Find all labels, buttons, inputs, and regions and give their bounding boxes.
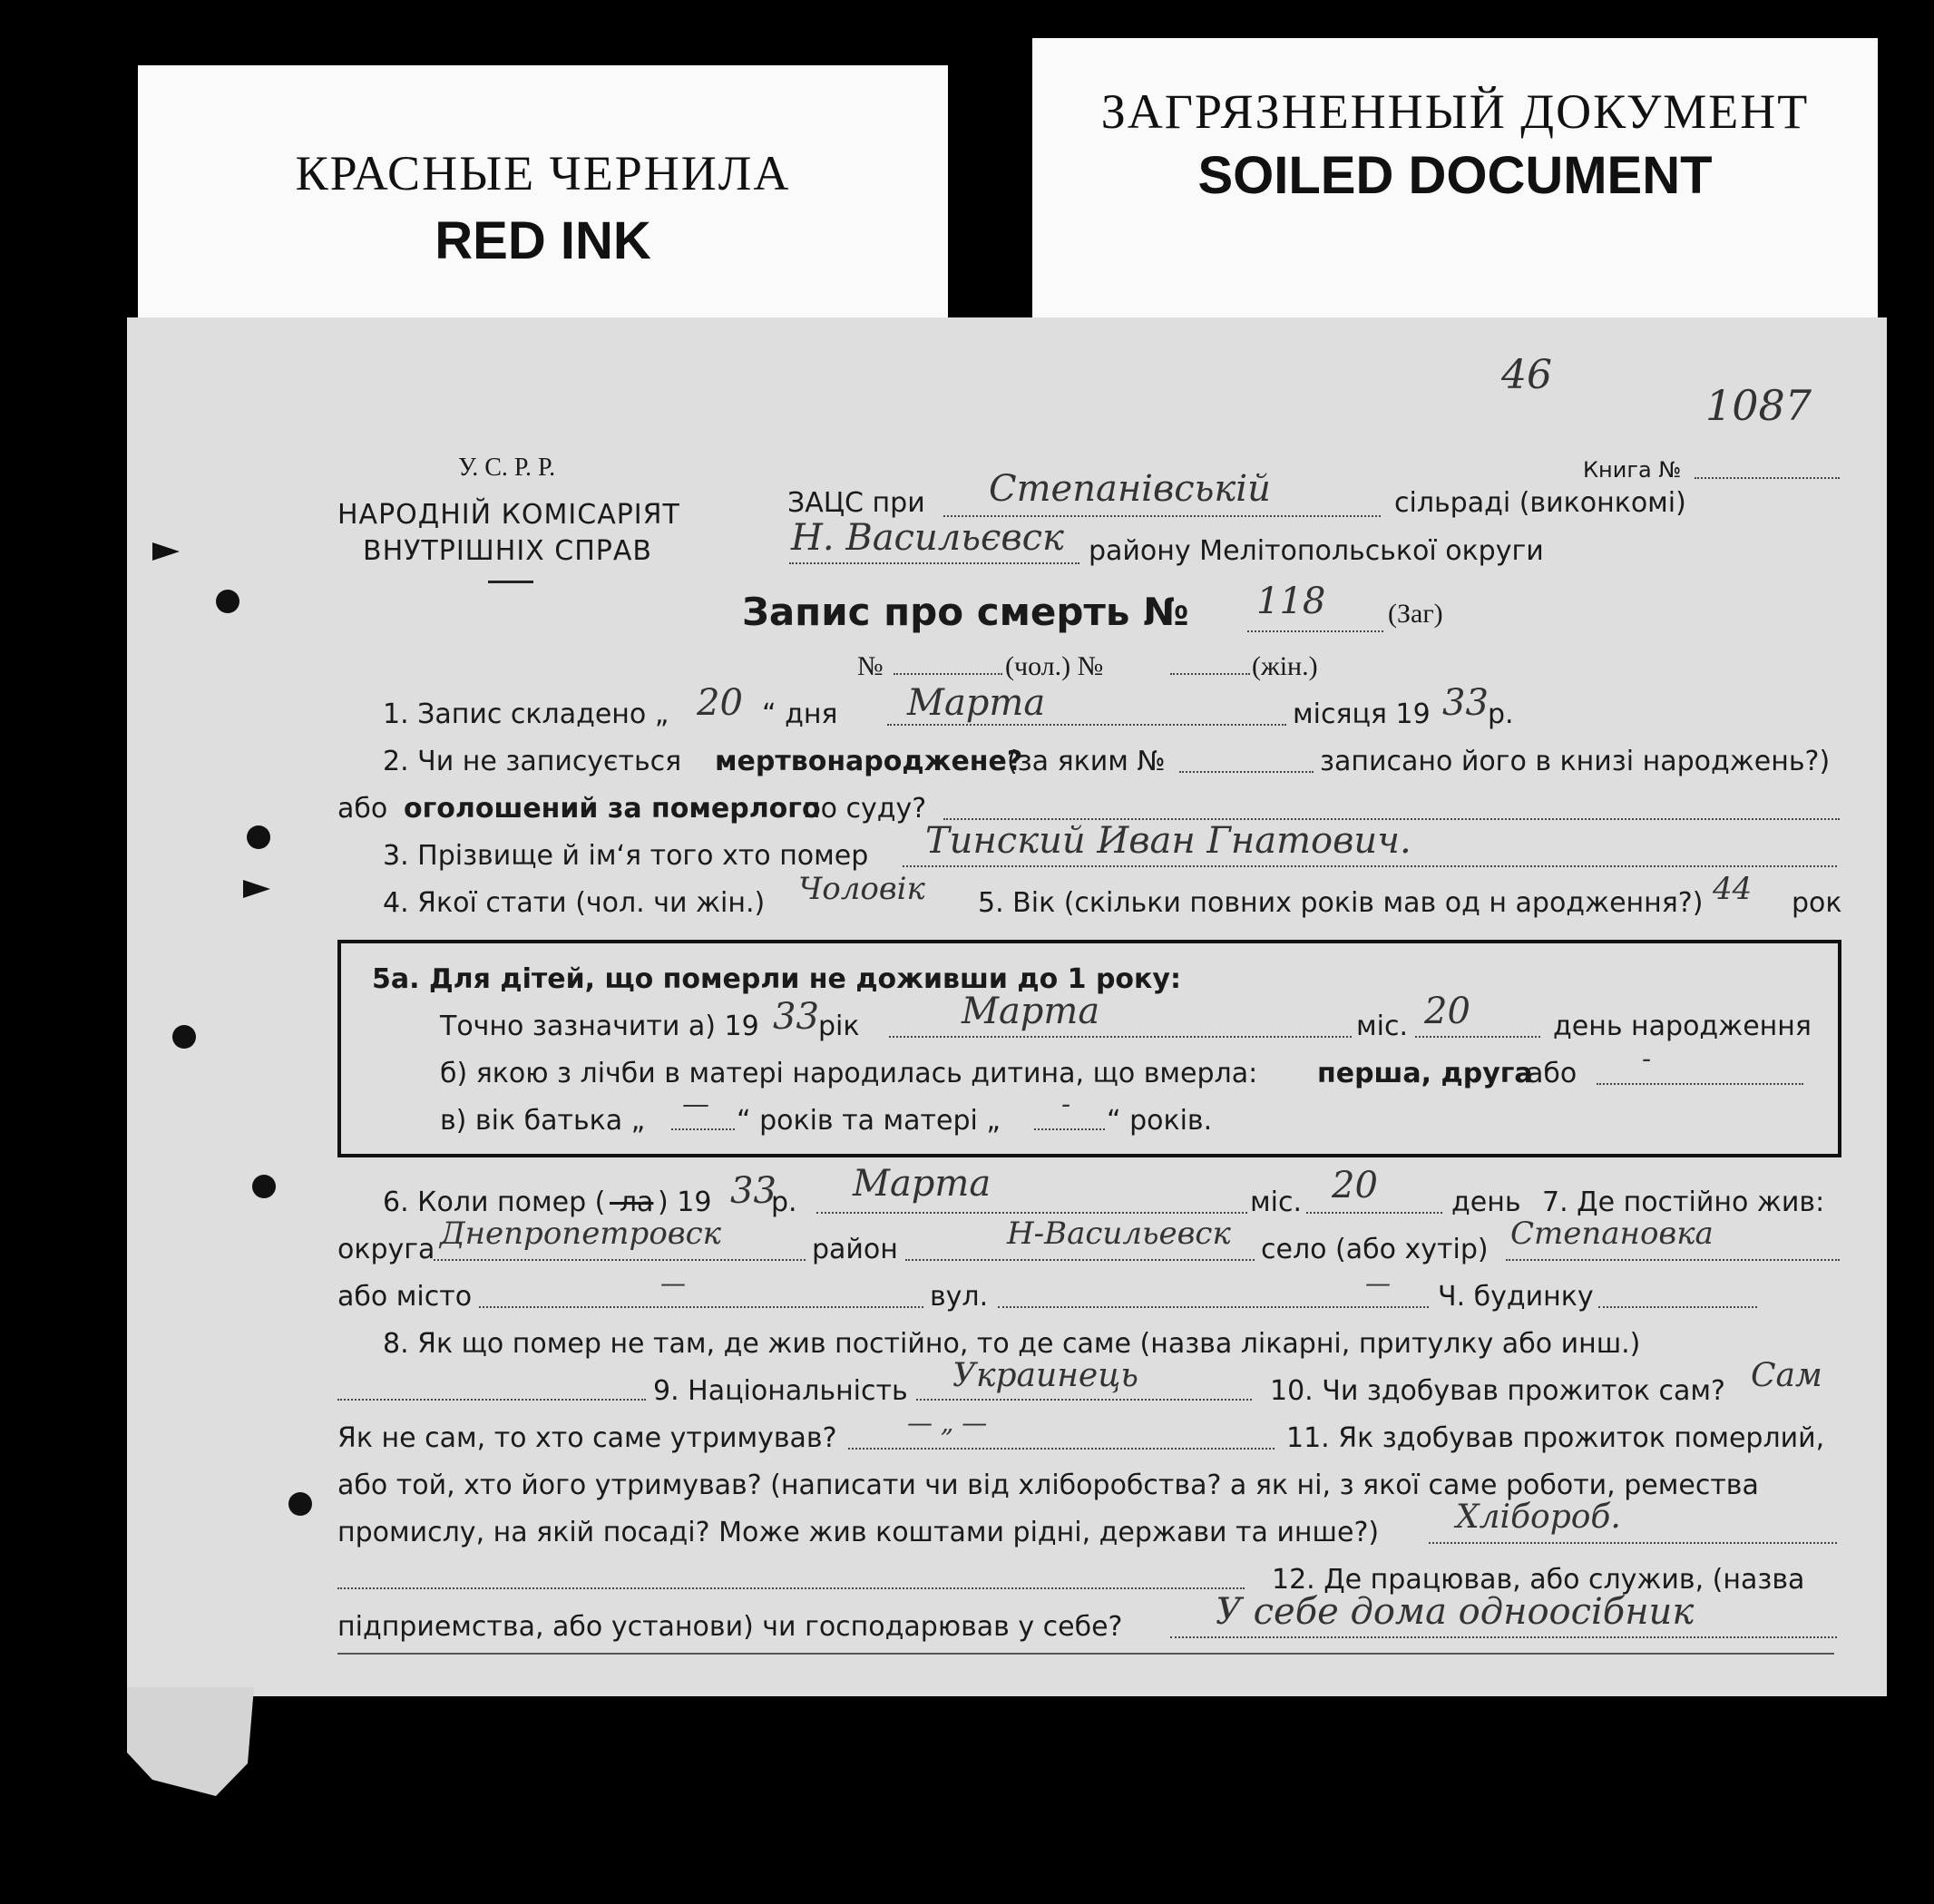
infant-a-suffix: день народження: [1553, 1011, 1812, 1042]
infant-b-value: -: [1642, 1043, 1652, 1075]
book-label: Книга №: [1583, 457, 1682, 483]
item10-label: 10. Чи здобував прожиток сам?: [1270, 1375, 1725, 1407]
infant-b-bold: перша, друга: [1317, 1058, 1533, 1089]
okruha-line: [434, 1259, 806, 1261]
archive-number-2: 1087: [1705, 381, 1812, 430]
male-suffix: (чол.) №: [1005, 651, 1104, 681]
supported-by-label: Як не сам, то хто саме утримував?: [337, 1422, 837, 1454]
punch-hole: [252, 1175, 276, 1198]
item4-value: Чоловік: [798, 871, 925, 907]
vul-line: [998, 1306, 1429, 1308]
item6-month: Марта: [853, 1163, 991, 1205]
item8-label: 8. Як що помер не там, де жив постійно, то де саме (назва лікарні, притулку або инш.): [383, 1328, 1641, 1360]
supported-by-value: — „ —: [907, 1408, 988, 1438]
soiled-document-card: [1032, 38, 1878, 319]
item6-c: р.: [771, 1186, 797, 1218]
torn-corner: [127, 1687, 254, 1796]
raion-line: [905, 1259, 1255, 1261]
budynok-label: Ч. будинку: [1438, 1281, 1594, 1313]
form-title: Запис про смерть №: [742, 590, 1189, 634]
infant-month-line: [889, 1036, 1352, 1038]
infant-a-rik: рік: [818, 1011, 860, 1042]
infant-c-label: в) вік батька „: [440, 1105, 646, 1137]
district-line: [789, 562, 1079, 564]
infant-a-mis: міс.: [1356, 1011, 1408, 1042]
mother-age: -: [1061, 1089, 1071, 1120]
item6-b: ) 19: [658, 1186, 712, 1218]
archive-number-1: 46: [1501, 352, 1552, 398]
vul-label: вул.: [930, 1281, 989, 1313]
supported-by-line: [848, 1448, 1275, 1450]
item1-label: 1. Запис складено „: [383, 698, 669, 730]
soiled-russian: ЗАГРЯЗНЕННЫЙ ДОКУМЕНТ: [1100, 84, 1810, 139]
misto-label: або місто: [337, 1281, 473, 1313]
infant-b-tail: або: [1527, 1058, 1577, 1089]
okruha-label: округа: [337, 1234, 435, 1265]
item1-b: “ дня: [762, 698, 838, 730]
item11-label: 11. Як здобував прожиток померлий,: [1286, 1422, 1825, 1454]
item1-year: 33: [1442, 682, 1489, 724]
item11-cont-line: [337, 1587, 1245, 1589]
item2-c: (за яким №: [1007, 746, 1166, 777]
female-number-line: [1170, 673, 1250, 675]
item6-strike: -ла: [610, 1186, 654, 1218]
item6-month-line: [816, 1212, 1247, 1214]
item12-value: У себе дома одноосібник: [1216, 1591, 1695, 1633]
selo-label: село (або хутір): [1261, 1234, 1489, 1265]
item5-label: 5. Вік (скільки повних років мав од н ародження?): [978, 887, 1704, 919]
punch-hole: [172, 1025, 196, 1049]
infant-c-mid: “ років та матері „: [737, 1105, 1001, 1137]
record-number: 118: [1256, 581, 1326, 622]
item3-label: 3. Прізвище й ім‘я того хто помер: [383, 840, 869, 872]
commissariat-line2: ВНУТРІШНІХ СПРАВ: [363, 535, 652, 567]
misto-line: [479, 1306, 923, 1308]
item2-b: мертвонароджене?: [715, 746, 1023, 777]
item5-suffix: рок: [1792, 887, 1842, 919]
punch-hole: [216, 590, 239, 613]
district-value: Н. Васильєвск: [791, 517, 1064, 559]
item3-value: Тинский Иван Гнатович.: [925, 820, 1411, 862]
item2-f: оголошений за померлого: [404, 793, 821, 825]
record-number-line: [1247, 630, 1383, 632]
header-rule: [488, 581, 533, 583]
infant-a-day: 20: [1424, 991, 1470, 1032]
raion-label: район: [812, 1234, 898, 1265]
mother-age-line: [1034, 1128, 1105, 1130]
item10-value: Сам: [1751, 1357, 1822, 1394]
raion-value: Н-Васильевск: [1007, 1216, 1231, 1252]
item11-line2: або той, хто його утримував? (написати чи від хліборобства? а як ні, з якої саме роботи, ремества: [337, 1469, 1759, 1501]
red-ink-card: [138, 65, 948, 323]
vul-value: —: [1365, 1268, 1391, 1298]
item6-day-line: [1306, 1212, 1442, 1214]
item1-month-line: [887, 724, 1286, 726]
zags-prefix: ЗАЦС при: [787, 487, 925, 519]
item6-d: день: [1451, 1186, 1521, 1218]
item1-d: р.: [1488, 698, 1514, 730]
item2-d: записано його в книзі народжень?): [1320, 746, 1831, 777]
item11-value-line: [1429, 1542, 1837, 1544]
item2-line: [1179, 771, 1314, 773]
punch-hole: [247, 825, 270, 849]
item4-label: 4. Якої стати (чол. чи жін.): [383, 887, 766, 919]
item2-a: 2. Чи не записується: [383, 746, 682, 777]
red-ink-russian: КРАСНЫЕ ЧЕРНИЛА: [295, 146, 791, 200]
male-number-line: [894, 673, 1002, 675]
item2-e: або: [337, 793, 388, 825]
item1-c: місяця 19: [1293, 698, 1431, 730]
infant-day-line: [1415, 1036, 1540, 1038]
commissariat-line1: НАРОДНІЙ КОМІСАРІЯТ: [337, 499, 680, 531]
item9-label: 9. Національність: [653, 1375, 908, 1407]
infant-a-year: 33: [773, 996, 819, 1038]
item11-value: Хлібороб.: [1456, 1499, 1621, 1536]
item1-month: Марта: [907, 682, 1046, 724]
soiled-english: SOILED DOCUMENT: [1197, 146, 1713, 205]
item6-year: 33: [730, 1170, 777, 1212]
item11-line3: промислу, на якій посаді? Може жив коштами рідні, держави та инше?): [337, 1517, 1380, 1548]
infant-c-end: “ років.: [1107, 1105, 1213, 1137]
district-suffix: району Мелітопольської округи: [1089, 535, 1544, 567]
father-age: —: [682, 1089, 709, 1120]
item12-line: [1170, 1636, 1837, 1638]
father-age-line: [671, 1128, 735, 1130]
item1-day: 20: [697, 682, 743, 724]
okruha-value: Днепропетровск: [440, 1216, 721, 1252]
punch-hole: [288, 1492, 312, 1516]
item3-line: [903, 865, 1837, 867]
infant-heading: 5а. Для дітей, що померли не доживши до 1 року:: [372, 963, 1181, 995]
item9-value: Украинець: [952, 1357, 1138, 1394]
item6-day: 20: [1332, 1165, 1378, 1206]
zags-value: Степанівській: [989, 468, 1271, 510]
item5-value: 44: [1713, 871, 1753, 907]
zags-suffix: сільраді (виконкомі): [1394, 487, 1686, 519]
infant-b-line: [1597, 1083, 1803, 1085]
item12-line2: підприемства, або установи) чи господарював у себе?: [337, 1611, 1123, 1643]
title-suffix: (Заг): [1388, 599, 1443, 629]
margin-arrow-mark: [152, 542, 180, 561]
item6-mis: міс.: [1250, 1186, 1302, 1218]
item7-label: 7. Де постійно жив:: [1542, 1186, 1825, 1218]
ussr-label: У. С. Р. Р.: [458, 454, 556, 482]
selo-line: [1506, 1259, 1840, 1261]
red-ink-english: RED INK: [435, 211, 651, 270]
budynok-line: [1598, 1306, 1757, 1308]
bottom-rule: [337, 1653, 1834, 1655]
item8-line: [337, 1399, 646, 1401]
item6-a: 6. Коли помер (: [383, 1186, 606, 1218]
selo-value: Степановка: [1510, 1216, 1714, 1252]
book-number-line: [1695, 477, 1840, 479]
infant-a-label: Точно зазначити а) 19: [440, 1011, 759, 1042]
infant-a-month: Марта: [962, 991, 1100, 1032]
misto-value: —: [660, 1268, 686, 1298]
item9-line: [916, 1399, 1252, 1401]
margin-arrow-mark: [243, 880, 270, 898]
female-suffix: (жін.): [1252, 651, 1318, 681]
item2-g: по суду?: [803, 793, 927, 825]
sub-number-label: №: [857, 651, 884, 681]
infant-b-label: б) якою з лічби в матері народилась дитина, що вмерла:: [440, 1058, 1258, 1089]
item12-label: 12. Де працював, або служив, (назва: [1272, 1564, 1805, 1596]
